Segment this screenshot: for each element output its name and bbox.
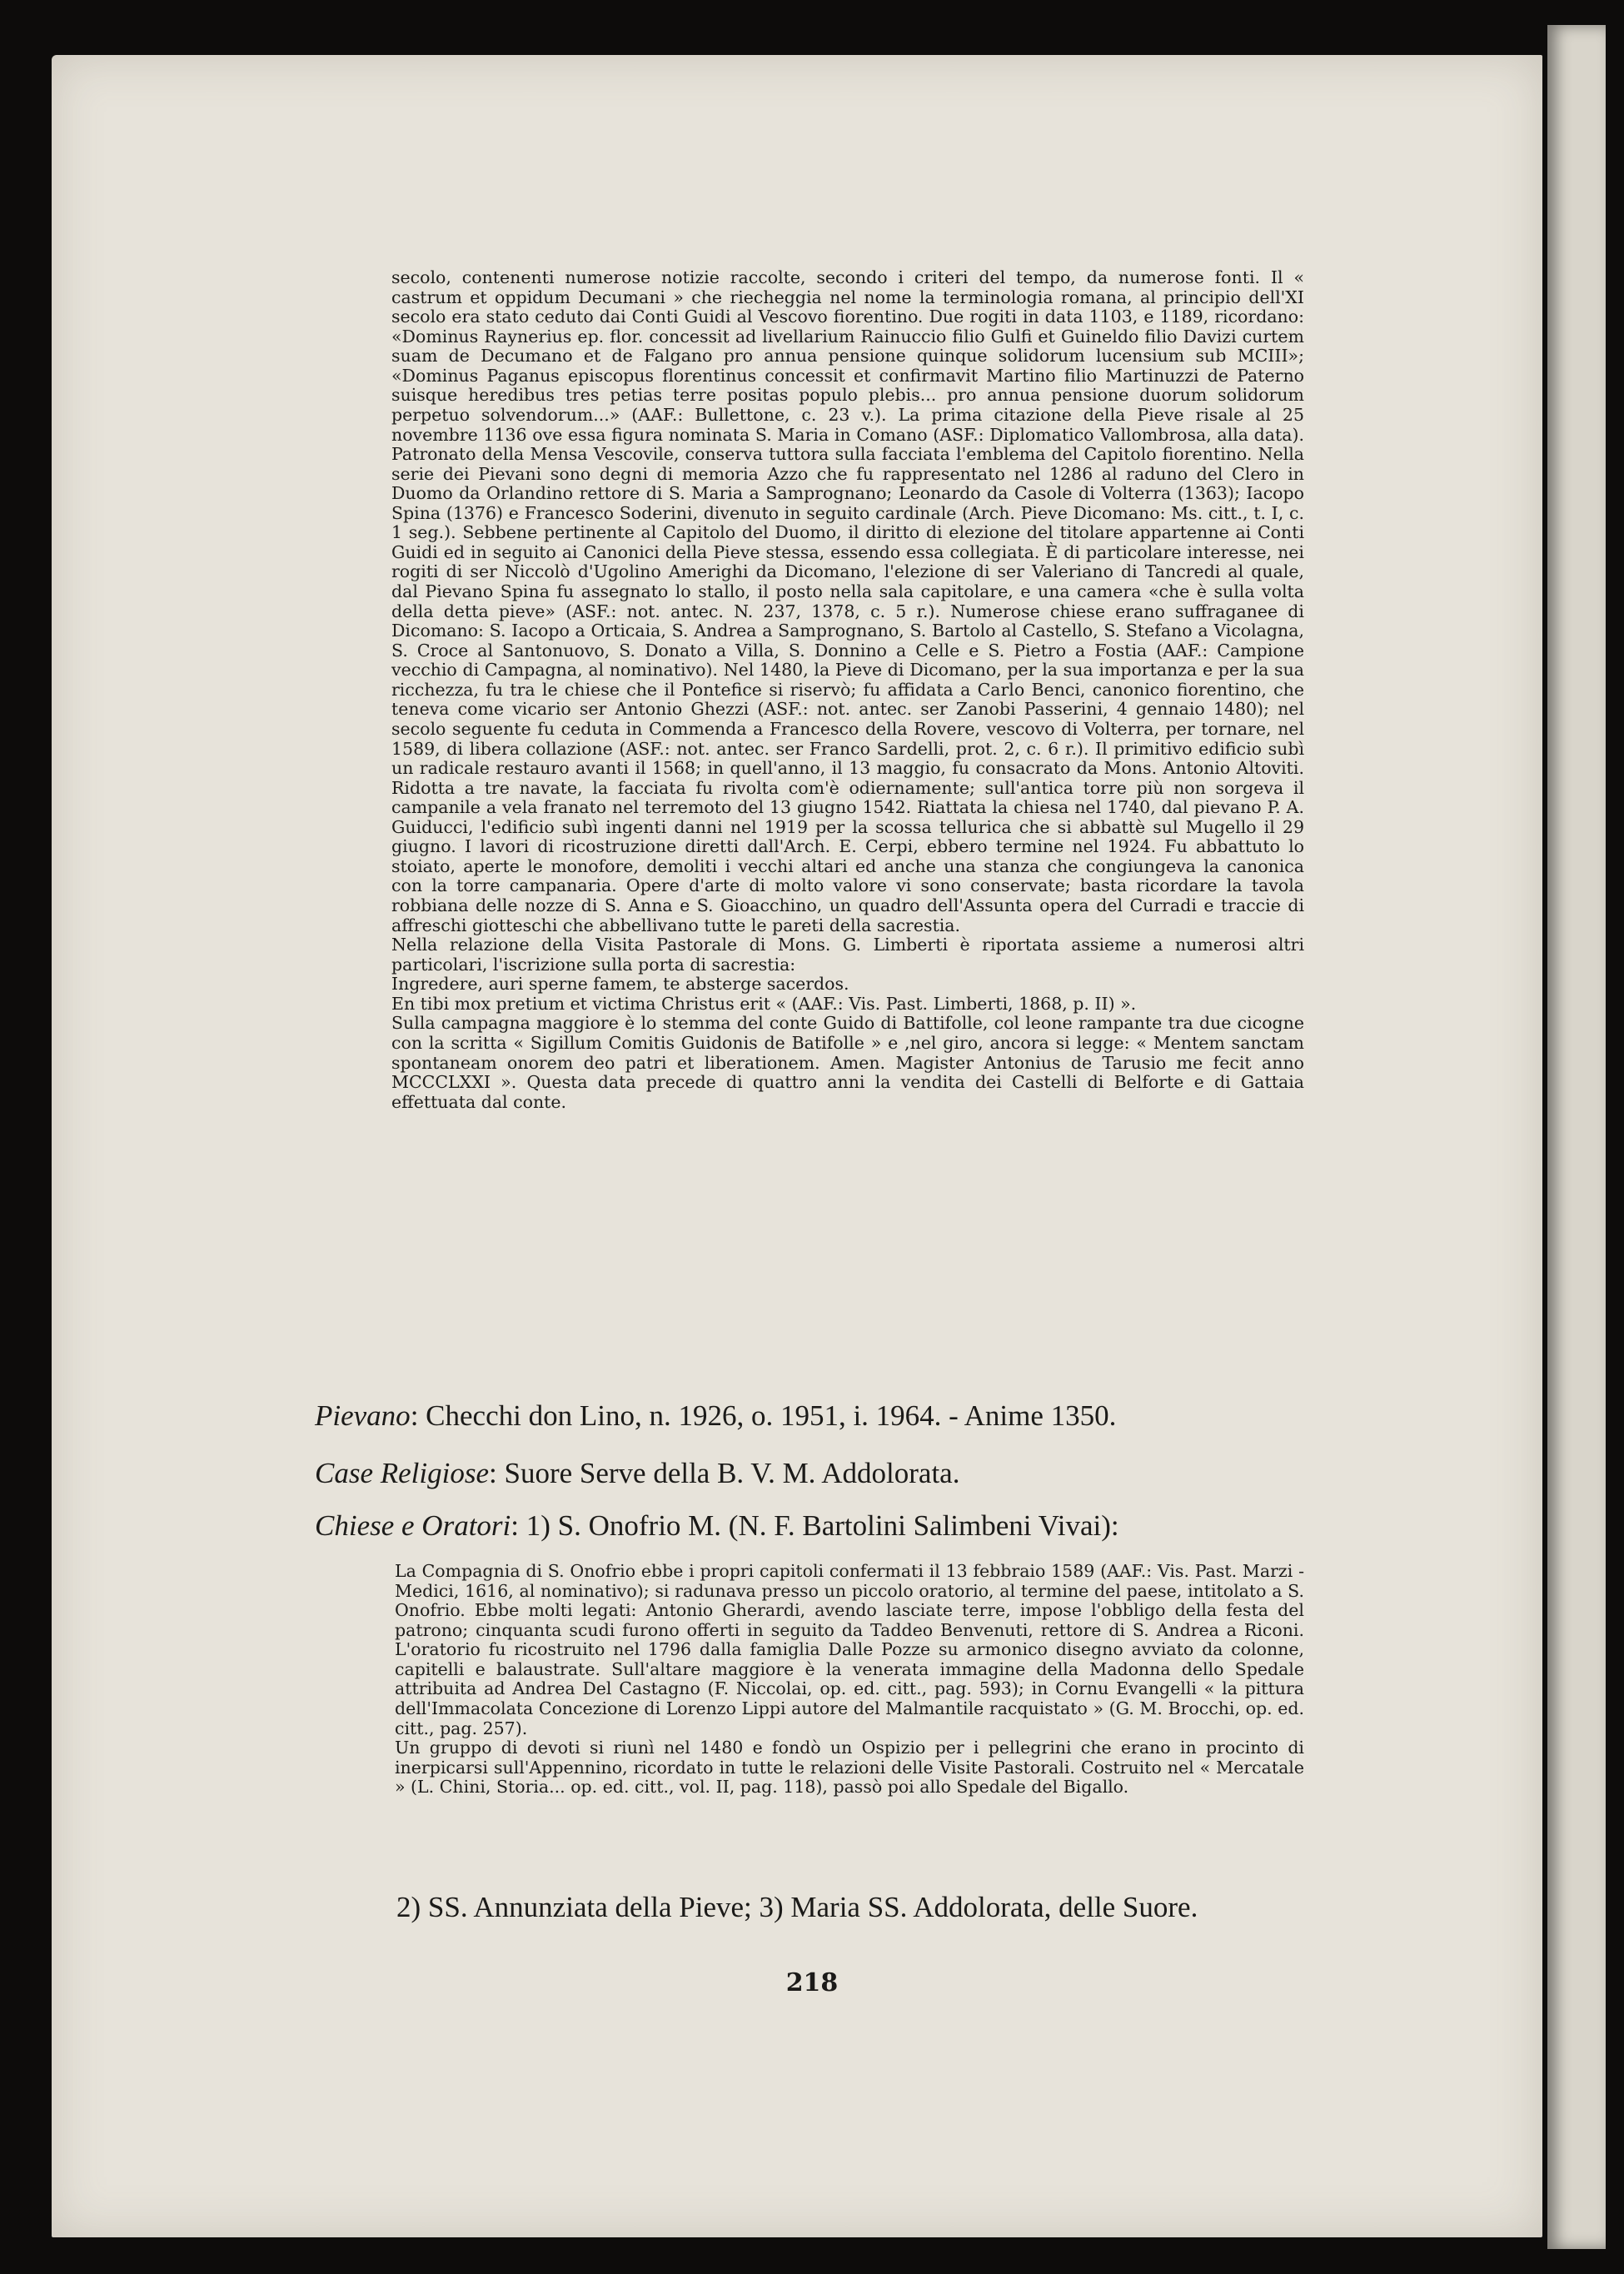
inscription-line-1: Ingredere, auri sperne famem, te absterge sacerdos. <box>391 974 849 995</box>
case-religiose-entry <box>315 1457 1310 1490</box>
oratorio-text-block <box>395 1562 1304 1798</box>
main-text-block <box>391 268 1304 1112</box>
paragraph-campana: Sulla campagna maggiore è lo stemma del conte Guido di Battifolle, col leone rampante tra due cicogne con la scritta « Sigillum Comitis Guidonis de Batifolle » e ,nel giro, ancora si legge: « Mentem sanctam spontaneam onorem deo patri et liberationem. Amen. Magister Antonius de Tarusio me fecit anno MCCCLXXI ». Questa data precede di quattro anni la vendita dei Castelli di Belforte e di Gattaia effettuata dal conte. <box>391 1013 1304 1112</box>
pievano-label: Pievano <box>315 1399 411 1432</box>
pievano-entry <box>315 1399 1310 1433</box>
adjacent-page-edge <box>1547 25 1606 2249</box>
inscription-line-2: En tibi mox pretium et victima Christus erit « (AAF.: Vis. Past. Limberti, 1868, p. II) ». <box>391 993 1137 1014</box>
paragraph-visita-pastorale: Nella relazione della Visita Pastorale di Mons. G. Limberti è riportata assieme a numerosi altri particolari, l'iscrizione sulla porta di sacrestia: <box>391 935 1304 975</box>
paragraph-compagnia: La Compagnia di S. Onofrio ebbe i propri capitoli confermati il 13 febbraio 1589 (AAF.: Vis. Past. Marzi - Medici, 1616, al nominativo); si radunava presso un piccolo oratorio, al termine del paese, intitolato a S. Onofrio. Ebbe molti legati: Antonio Gherardi, avendo lasciate terre, impose l'obbligo della festa del patrono; cinquanta scudi furono offerti in seguito da Taddeo Benvenuti, rettore di S. Andrea a Riconi. L'oratorio fu ricostruito nel 1796 dalla famiglia Dalle Pozze su armonico disegno avviato da colonne, capitelli e balaustrate. Sull'altare maggiore è la venerata immagine della Madonna dello Spedale attribuita ad Andrea Del Castagno (F. Niccolai, op. ed. citt., pag. 593); in Cornu Evangelli « la pittura dell'Immacolata Concezione di Lorenzo Lippi autore del Malmantile racquistato » (G. M. Brocchi, op. ed. citt., pag. 257). <box>395 1561 1304 1738</box>
churches-list: 2) SS. Annunziata della Pieve; 3) Maria SS. Addolorata, delle Suore. <box>396 1891 1198 1923</box>
page-number: 218 <box>785 1968 839 1997</box>
chiese-oratori-label: Chiese e Oratori <box>315 1509 511 1542</box>
chiese-oratori-text: : 1) S. Onofrio M. (N. F. Bartolini Salimbeni Vivai): <box>511 1509 1119 1542</box>
chiese-oratori-entry <box>315 1509 1310 1543</box>
pievano-text: : Checchi don Lino, n. 1926, o. 1951, i. 1964. - Anime 1350. <box>410 1399 1117 1432</box>
case-religiose-text: : Suore Serve della B. V. M. Addolorata. <box>489 1457 960 1489</box>
case-religiose-label: Case Religiose <box>315 1457 489 1489</box>
paragraph-ospizio: Un gruppo di devoti si riunì nel 1480 e fondò un Ospizio per i pellegrini che erano in procinto di inerpicarsi sull'Appennino, ricordato in tutte le relazioni delle Visite Pastorali. Costruito nel « Mercatale » (L. Chini, Storia... op. ed. citt., vol. II, pag. 118), passò poi allo Spedale del Bigallo. <box>395 1738 1304 1798</box>
paragraph-history: secolo, contenenti numerose notizie raccolte, secondo i criteri del tempo, da numerose fonti. Il « castrum et oppidum Decumani » che riecheggia nel nome la terminologia romana, al principio dell'XI secolo era stato ceduto dai Conti Guidi al Vescovo fiorentino. Due rogiti in data 1103, e 1189, ricordano: «Dominus Raynerius ep. flor. concessit ad livellarium Rainuccio filio Gulfi et Guineldo filio Davizi curtem suam de Decumano et de Falgano pro annua pensione quinque solidorum lucensium sub MCIII»; «Dominus Paganus episcopus florentinus concessit et confirmavit Martino filio Martinuzzi de Paterno suisque heredibus tres petias terre positas populo plebis... pro annua pensione duorum solidorum perpetuo solvendorum...» (AAF.: Bullettone, c. 23 v.). La prima citazione della Pieve risale al 25 novembre 1136 ove essa figura nominata S. Maria in Comano (ASF.: Diplomatico Vallombrosa, alla data). Patronato della Mensa Vescovile, conserva tuttora sulla facciata l'emblema del Capitolo fiorentino. Nella serie dei Pievani sono degni di memoria Azzo che fu rappresentato nel 1286 al raduno del Clero in Duomo da Orlandino rettore di S. Maria a Samprognano; Leonardo da Casole di Volterra (1363); Iacopo Spina (1376) e Francesco Soderini, divenuto in seguito cardinale (Arch. Pieve Dicomano: Ms. citt., t. I, c. 1 seg.). Sebbene pertinente al Capitolo del Duomo, il diritto di elezione del titolare appartenne ai Conti Guidi ed in seguito ai Canonici della Pieve stessa, essendo essa collegiata. È di particolare interesse, nei rogiti di ser Niccolò d'Ugolino Amerighi da Dicomano, l'elezione di ser Valeriano di Tancredi al quale, dal Pievano Spina fu assegnato lo stallo, il posto nella sala capitolare, e una camera «che è sulla volta della detta pieve» (ASF.: not. antec. N. 237, 1378, c. 5 r.). Numerose chiese erano suffraganee di Dicomano: S. Iacopo a Orticaia, S. Andrea a Samprognano, S. Bartolo al Castello, S. Stefano a Vicolagna, S. Croce al Santonuovo, S. Donato a Villa, S. Donnino a Celle e S. Pietro a Fostia (AAF.: Campione vecchio di Campagna, al nominativo). Nel 1480, la Pieve di Dicomano, per la sua importanza e per la sua ricchezza, fu tra le chiese che il Pontefice si riservò; fu affidata a Carlo Benci, canonico fiorentino, che teneva come vicario ser Antonio Ghezzi (ASF.: not. antec. ser Zanobi Passerini, 4 gennaio 1480); nel secolo seguente fu ceduta in Commenda a Francesco della Rovere, vescovo di Volterra, per tornare, nel 1589, di libera collazione (ASF.: not. antec. ser Franco Sardelli, prot. 2, c. 6 r.). Il primitivo edificio subì un radicale restauro avanti il 1568; in quell'anno, il 13 maggio, fu consacrato da Mons. Antonio Altoviti. Ridotta a tre navate, la facciata fu rivolta com'è odiernamente; sull'antica torre più non sorgeva il campanile a vela franato nel terremoto del 13 giugno 1542. Riattata la chiesa nel 1740, dal pievano P. A. Guiducci, l'edificio subì ingenti danni nel 1919 per la scossa tellurica che si abbattè sul Mugello il 29 giugno. I lavori di ricostruzione diretti dall'Arch. E. Cerpi, ebbero termine nel 1924. Fu abbattuto lo stoiato, aperte le monofore, demoliti i vecchi altari ed anche una stanza che congiungeva la canonica con la torre campanaria. Opere d'arte di molto valore vi sono conservate; basta ricordare la tavola robbiana delle nozze di S. Anna e S. Gioacchino, un quadro dell'Assunta opera del Curradi e traccie di affreschi giotteschi che abbellivano tutte le pareti della sacrestia. <box>391 267 1304 935</box>
